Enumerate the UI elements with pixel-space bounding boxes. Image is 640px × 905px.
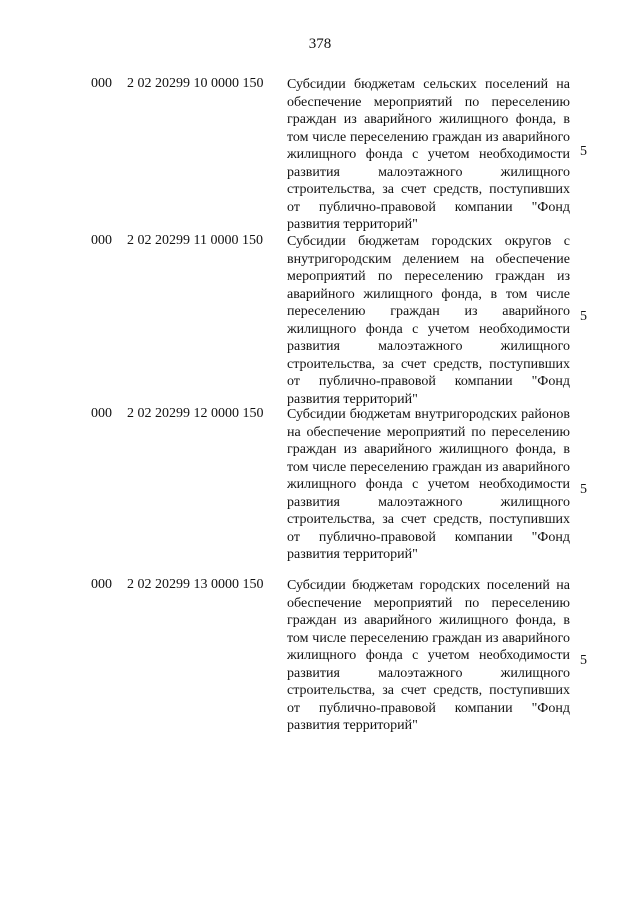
row-description: Субсидии бюджетам внутригородских районов на обеспечение мероприятий по переселению граждан из аварийного жилищного фонда, в том числе переселению граждан из аварийного жилищного фонда с учетом необходимости развития малоэтажного жилищного строительства, за счет средств, поступивших от публично-правовой компании "Фонд развития территорий"	[287, 407, 570, 562]
budget-code: 2 02 20299 11 0000 150	[127, 233, 263, 248]
admin-code: 000	[91, 577, 112, 592]
budget-code: 2 02 20299 10 0000 150	[127, 76, 264, 91]
row-amount: 5	[580, 482, 587, 497]
row-description: Субсидии бюджетам городских округов с внутригородским делением на обеспечение мероприятий по переселению граждан из аварийного жилищного фонда, в том числе переселению граждан из аварийного жилищного фонда с учетом необходимости развития малоэтажного жилищного строительства, за счет средств, поступивших от публично-правовой компании "Фонд развития территорий"	[287, 234, 570, 407]
admin-code: 000	[91, 76, 112, 91]
row-description: Субсидии бюджетам городских поселений на обеспечение мероприятий по переселению граждан из аварийного жилищного фонда, в том числе переселению граждан из аварийного жилищного фонда с учетом необходимости развития малоэтажного жилищного строительства, за счет средств, поступивших от публично-правовой компании "Фонд развития территорий"	[287, 578, 570, 733]
row-description: Субсидии бюджетам сельских поселений на обеспечение мероприятий по переселению граждан из аварийного жилищного фонда, в том числе переселению граждан из аварийного жилищного фонда с учетом необходимости развития малоэтажного жилищного строительства, за счет средств, поступивших от публично-правовой компании "Фонд развития территорий"	[287, 77, 570, 232]
row-amount: 5	[580, 309, 587, 324]
budget-code: 2 02 20299 13 0000 150	[127, 577, 264, 592]
budget-code: 2 02 20299 12 0000 150	[127, 406, 264, 421]
admin-code: 000	[91, 406, 112, 421]
admin-code: 000	[91, 233, 112, 248]
row-amount: 5	[580, 144, 587, 159]
row-amount: 5	[580, 653, 587, 668]
page-number: 378	[308, 36, 332, 52]
